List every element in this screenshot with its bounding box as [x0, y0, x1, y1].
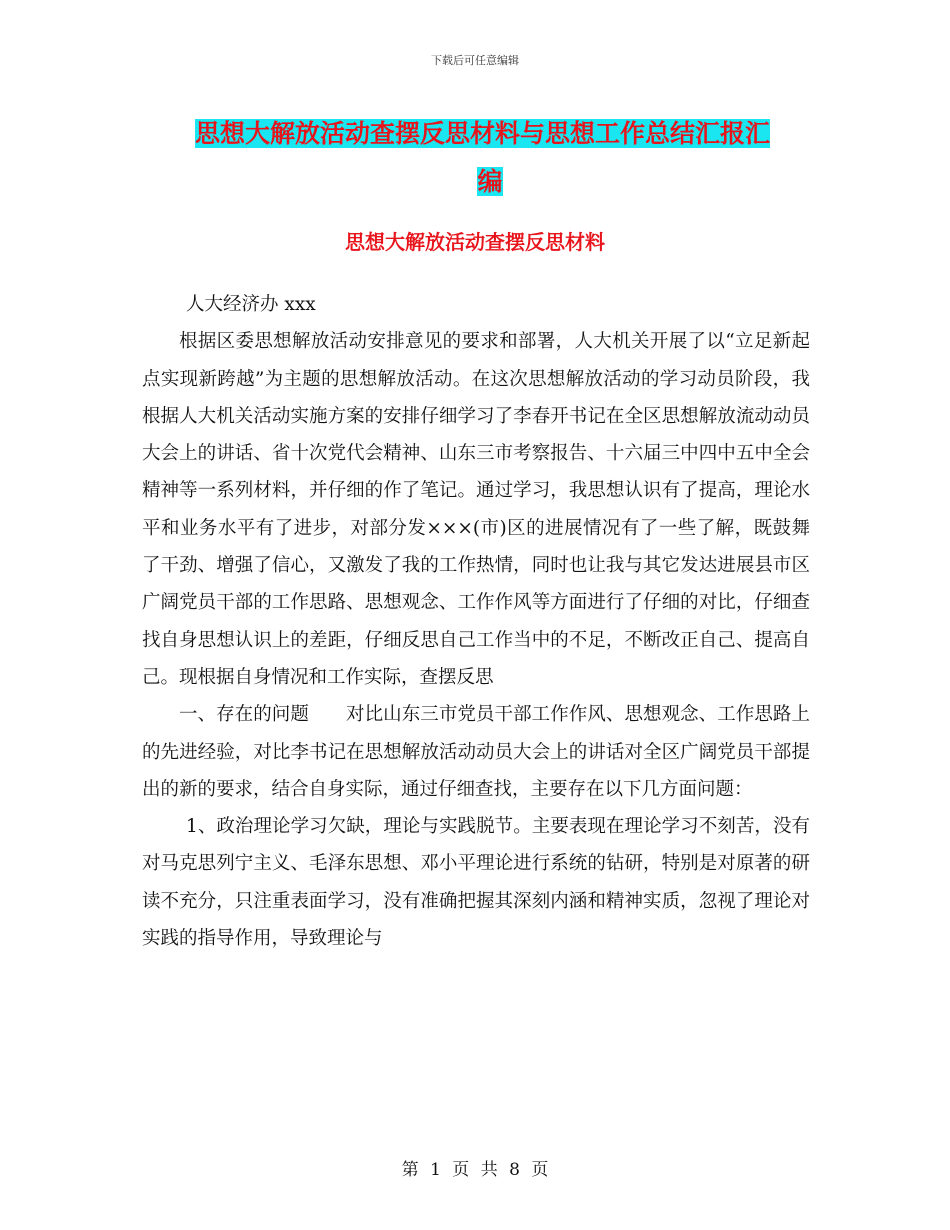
title-line-2: 编	[477, 167, 503, 196]
paragraph-3: 1、政治理论学习欠缺，理论与实践脱节。主要表现在理论学习不刻苦，没有对马克思列宁主义、毛泽东思想、邓小平理论进行系统的钻研，特别是对原著的研读不充分，只注重表面学习，没有准确把握其深刻内涵和精神实质，忽视了理论对实践的指导作用，导致理论与	[142, 816, 810, 950]
document-title	[195, 110, 815, 206]
document-body	[142, 286, 810, 957]
paragraph-1: 根据区委思想解放活动安排意见的要求和部署，人大机关开展了以“立足新起点实现新跨越”为主题的思想解放活动。在这次思想解放活动的学习动员阶段，我根据人大机关活动实施方案的安排仔细学习了李春开书记在全区思想解放流动动员大会上的讲话、省十次党代会精神、山东三市考察报告、十六届三中四中五中全会精神等一系列材料，并仔细的作了笔记。通过学习，我思想认识有了提高，理论水平和业务水平有了进步，对部分发×××(市)区的进展情况有了一些了解，既鼓舞了干劲、增强了信心，又激发了我的工作热情，同时也让我与其它发达进展县市区广阔党员干部的工作思路、思想观念、工作作风等方面进行了仔细的对比，仔细查找自身思想认识上的差距，仔细反思自己工作当中的不足，不断改正自己、提高自己。现根据自身情况和工作实际，查摆反思	[142, 331, 810, 688]
paragraph-2: 一、存在的问题 对比山东三市党员干部工作作风、思想观念、工作思路上的先进经验，对比李书记在思想解放活动动员大会上的讲话对全区广阔党员干部提出的新的要求，结合自身实际，通过仔细查找，主要存在以下几方面问题：	[142, 704, 810, 800]
header-note: 下载后可任意编辑	[431, 54, 519, 67]
page-footer: 第 1 页 共 8 页	[401, 1160, 549, 1180]
title-line-1: 思想大解放活动查摆反思材料与思想工作总结汇报汇	[195, 119, 771, 148]
author-line: 人大经济办 xxx	[186, 294, 316, 315]
section-title: 思想大解放活动查摆反思材料	[345, 230, 605, 254]
